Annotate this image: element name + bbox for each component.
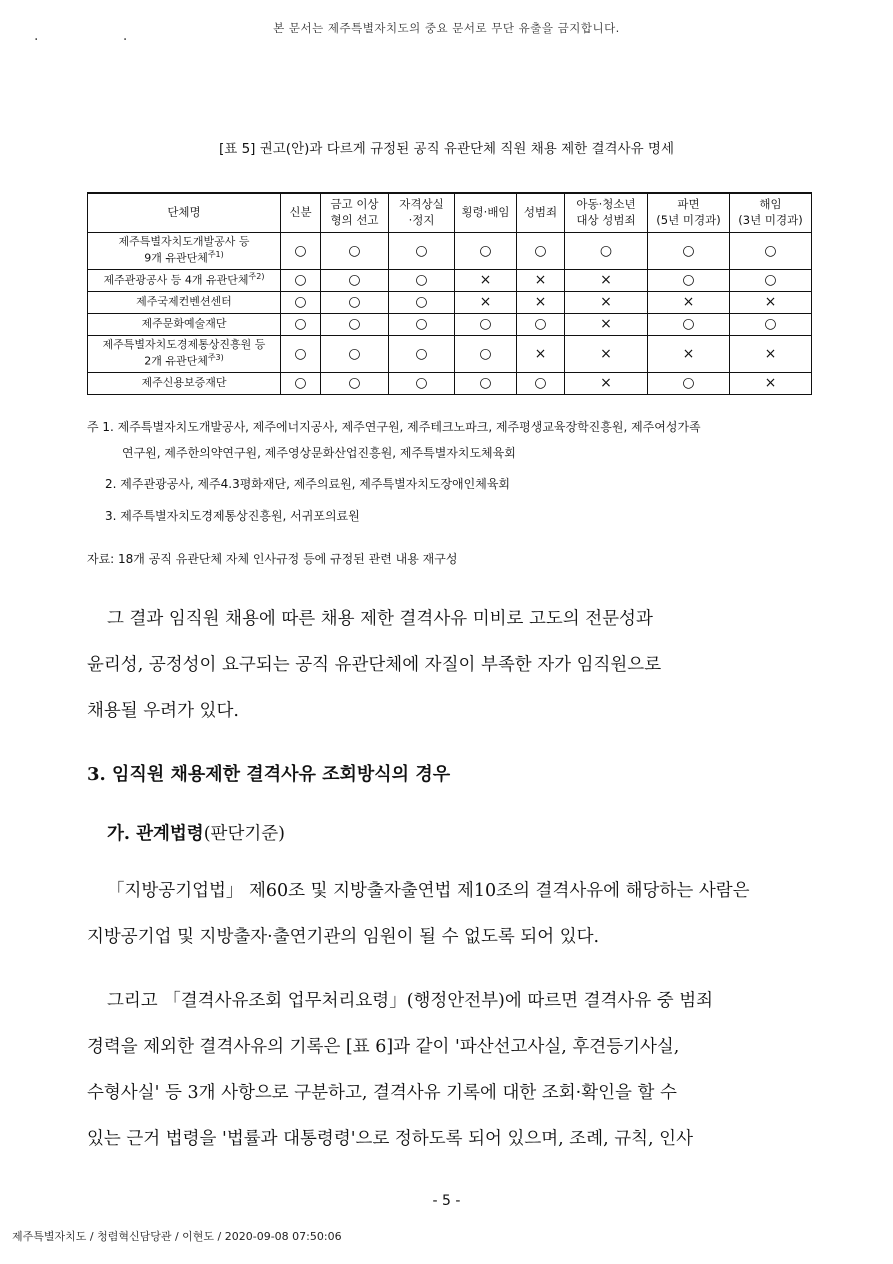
- subsection-heading-main: 가. 관계법령: [107, 824, 204, 844]
- table-row: [88, 270, 812, 292]
- paragraph-line: 채용될 우려가 있다.: [87, 701, 239, 721]
- org-name: 제주문화예술재단: [141, 317, 227, 331]
- criteria-mark: ×: [565, 270, 648, 292]
- criteria-mark: ○: [321, 336, 389, 373]
- column-header: 횡령·배임: [455, 193, 517, 233]
- criteria-mark: ○: [321, 270, 389, 292]
- org-name-cell: [88, 336, 281, 373]
- note-2: 2. 제주관광공사, 제주4.3평화재단, 제주의료원, 제주특별자치도장애인체육회: [105, 477, 510, 491]
- paragraph-line: 윤리성, 공정성이 요구되는 공직 유관단체에 자질이 부족한 자가 임직원으로: [87, 655, 662, 675]
- criteria-mark: ○: [730, 314, 812, 336]
- subsection-heading: [107, 820, 285, 845]
- column-header-org: 단체명: [88, 193, 281, 233]
- column-header: 신분: [281, 193, 321, 233]
- criteria-mark: ○: [389, 373, 455, 395]
- criteria-mark: ○: [321, 233, 389, 270]
- criteria-mark: ×: [455, 270, 517, 292]
- criteria-mark: ○: [730, 270, 812, 292]
- paragraph-line: 그리고 「결격사유조회 업무처리요령」(행정안전부)에 따르면 결격사유 중 범죄: [107, 991, 714, 1011]
- criteria-mark: ○: [517, 373, 565, 395]
- table-row: [88, 292, 812, 314]
- criteria-mark: ×: [730, 292, 812, 314]
- criteria-mark: ×: [565, 314, 648, 336]
- criteria-mark: ○: [565, 233, 648, 270]
- criteria-mark: ○: [648, 270, 730, 292]
- criteria-mark: ×: [730, 373, 812, 395]
- table-header-row: [88, 193, 812, 233]
- confidential-header: 본 문서는 제주특별자치도의 중요 문서로 무단 유출을 금지합니다.: [273, 21, 620, 35]
- column-header: 해임 (3년 미경과): [730, 193, 812, 233]
- disqualification-table: [87, 192, 812, 395]
- criteria-mark: ○: [281, 233, 321, 270]
- org-name-cell: [88, 270, 281, 292]
- criteria-mark: ×: [455, 292, 517, 314]
- criteria-mark: ○: [389, 314, 455, 336]
- org-name-cell: [88, 373, 281, 395]
- section-heading: 3. 임직원 채용제한 결격사유 조회방식의 경우: [87, 764, 451, 785]
- criteria-mark: ○: [321, 292, 389, 314]
- paragraph-line: 수형사실' 등 3개 사항으로 구분하고, 결격사유 기록에 대한 조회·확인을 할 수: [87, 1083, 677, 1103]
- criteria-mark: ○: [648, 373, 730, 395]
- note-1: 주 1. 제주특별자치도개발공사, 제주에너지공사, 제주연구원, 제주테크노파크, 제주평생교육장학진흥원, 제주여성가족: [87, 420, 701, 434]
- criteria-mark: ○: [517, 233, 565, 270]
- paragraph-line: 경력을 제외한 결격사유의 기록은 [표 6]과 같이 '파산선고사실, 후견등기사실,: [87, 1037, 680, 1057]
- criteria-mark: ×: [565, 373, 648, 395]
- org-name-cell: [88, 292, 281, 314]
- column-header: 파면 (5년 미경과): [648, 193, 730, 233]
- criteria-mark: ○: [321, 373, 389, 395]
- paragraph-line: 그 결과 임직원 채용에 따른 채용 제한 결격사유 미비로 고도의 전문성과: [107, 609, 653, 629]
- paragraph-line: 지방공기업 및 지방출자·출연기관의 임원이 될 수 없도록 되어 있다.: [87, 927, 600, 947]
- org-name-cell: [88, 314, 281, 336]
- criteria-mark: ○: [389, 292, 455, 314]
- criteria-mark: ○: [281, 336, 321, 373]
- page-number: - 5 -: [432, 1193, 461, 1209]
- table-row: [88, 373, 812, 395]
- criteria-mark: ×: [565, 292, 648, 314]
- org-name: 제주특별자치도개발공사 등 9개 유관단체: [118, 235, 250, 265]
- column-header: 자격상실 ·정지: [389, 193, 455, 233]
- criteria-mark: ○: [281, 373, 321, 395]
- criteria-mark: ○: [389, 336, 455, 373]
- table-row: [88, 314, 812, 336]
- criteria-mark: ×: [517, 336, 565, 373]
- criteria-mark: ○: [455, 314, 517, 336]
- table-title: [표 5] 권고(안)과 다르게 규정된 공직 유관단체 직원 채용 제한 결격사유 명세: [218, 141, 675, 157]
- criteria-mark: ×: [517, 270, 565, 292]
- footnote-ref: 주1): [207, 250, 224, 260]
- criteria-mark: ○: [281, 292, 321, 314]
- table-row: [88, 336, 812, 373]
- column-header: 아동·청소년 대상 성범죄: [565, 193, 648, 233]
- note-1-continued: 연구원, 제주한의약연구원, 제주영상문화산업진흥원, 제주특별자치도체육회: [122, 446, 516, 460]
- criteria-mark: ○: [517, 314, 565, 336]
- criteria-mark: ○: [389, 270, 455, 292]
- criteria-mark: ○: [648, 314, 730, 336]
- print-footer: 제주특별자치도 / 청렴혁신담당관 / 이현도 / 2020-09-08 07:50:06: [12, 1230, 342, 1243]
- criteria-mark: ○: [455, 373, 517, 395]
- paragraph-line: 있는 근거 법령을 '법률과 대통령령'으로 정하도록 되어 있으며, 조례, 규칙, 인사: [87, 1129, 693, 1149]
- criteria-mark: ○: [389, 233, 455, 270]
- table-row: [88, 233, 812, 270]
- criteria-mark: ○: [648, 233, 730, 270]
- criteria-mark: ○: [455, 233, 517, 270]
- criteria-mark: ×: [517, 292, 565, 314]
- criteria-mark: ○: [281, 314, 321, 336]
- header-marks: . .: [34, 28, 168, 44]
- org-name: 제주신용보증재단: [141, 376, 227, 390]
- note-3: 3. 제주특별자치도경제통상진흥원, 서귀포의료원: [105, 509, 360, 523]
- org-name-cell: [88, 233, 281, 270]
- footnote-ref: 주3): [207, 353, 224, 363]
- footnote-ref: 주2): [248, 272, 265, 282]
- org-name: 제주국제컨벤션센터: [136, 295, 232, 309]
- criteria-mark: ×: [565, 336, 648, 373]
- column-header: 금고 이상 형의 선고: [321, 193, 389, 233]
- criteria-mark: ○: [455, 336, 517, 373]
- paragraph-line: 「지방공기업법」 제60조 및 지방출자출연법 제10조의 결격사유에 해당하는 사람은: [107, 881, 750, 901]
- subsection-heading-paren: (판단기준): [203, 824, 285, 844]
- criteria-mark: ×: [648, 336, 730, 373]
- criteria-mark: ×: [648, 292, 730, 314]
- org-name: 제주특별자치도경제통상진흥원 등 2개 유관단체: [102, 338, 266, 368]
- table-source: 자료: 18개 공직 유관단체 자체 인사규정 등에 규정된 관련 내용 재구성: [87, 552, 458, 566]
- criteria-mark: ○: [281, 270, 321, 292]
- criteria-mark: ×: [730, 336, 812, 373]
- criteria-mark: ○: [730, 233, 812, 270]
- column-header: 성범죄: [517, 193, 565, 233]
- org-name: 제주관광공사 등 4개 유관단체: [103, 273, 249, 287]
- criteria-mark: ○: [321, 314, 389, 336]
